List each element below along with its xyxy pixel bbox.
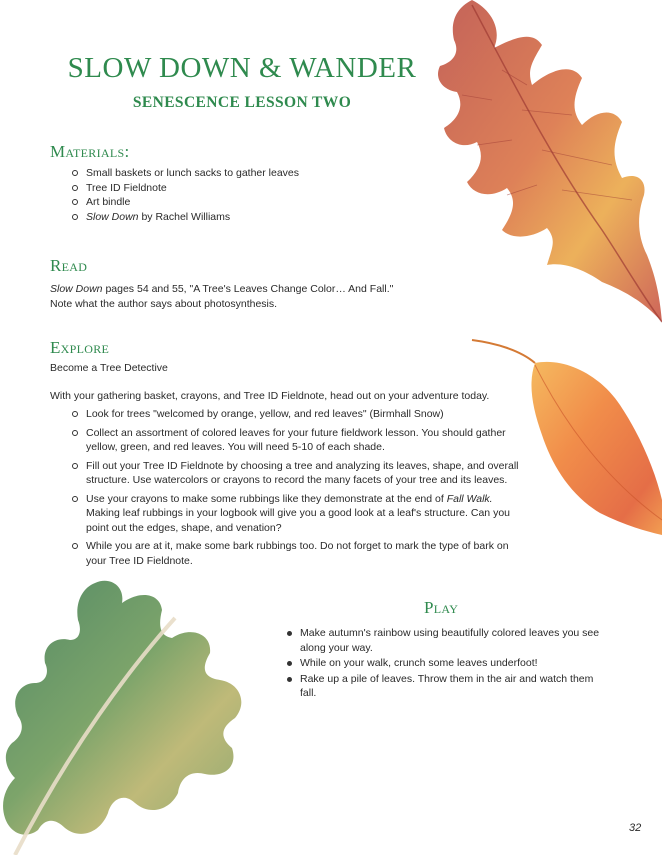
list-item: While on your walk, crunch some leaves underfoot! [284, 656, 604, 671]
read-text [50, 282, 490, 311]
read-line-2: Note what the author says about photosynthesis. [50, 297, 278, 310]
explore-subheading: Become a Tree Detective [50, 362, 168, 374]
list-item: Tree ID Fieldnote [70, 181, 350, 196]
explore-list [70, 407, 520, 572]
list-item: Make autumn's rainbow using beautifully colored leaves you see along your way. [284, 626, 604, 655]
list-item: Small baskets or lunch sacks to gather leaves [70, 166, 350, 181]
book-author: by Rachel Williams [138, 210, 231, 223]
explore-intro: With your gathering basket, crayons, and Tree ID Fieldnote, head out on your adventure today. [50, 390, 490, 402]
rubbing-text-post: Making leaf rubbings in your logbook will give you a good look at a leaf's structure. Can you point out the edges, shape, and venation? [86, 507, 510, 534]
read-line-1: pages 54 and 55, "A Tree's Leaves Change Color… And Fall." [102, 283, 394, 295]
materials-heading: Materials: [50, 142, 130, 161]
list-item: While you are at it, make some bark rubbings too. Do not forget to mark the type of bark on your Tree ID Fieldnote. [70, 539, 520, 568]
rubbing-text-pre: Use your crayons to make some rubbings like they demonstrate at the end of [86, 492, 447, 505]
read-heading: Read [50, 256, 88, 275]
play-heading: Play [424, 598, 459, 617]
list-item: Fill out your Tree ID Fieldnote by choosing a tree and analyzing its leaves, shape, and overall structure. Use watercolors or crayons to record the many facets of your tree and its leaves. [70, 459, 520, 488]
list-item: Rake up a pile of leaves. Throw them in the air and watch them fall. [284, 672, 604, 701]
book-title: Slow Down [86, 210, 139, 223]
book-title: Slow Down [50, 283, 103, 295]
page-subtitle: SENESCENCE LESSON TWO [132, 94, 352, 111]
page-title: SLOW DOWN & WANDER [67, 52, 417, 84]
list-item: Art bindle [70, 195, 350, 210]
play-list [284, 626, 604, 702]
list-item [70, 492, 520, 536]
page-number: 32 [629, 822, 642, 834]
materials-list [70, 166, 350, 224]
list-item: Collect an assortment of colored leaves for your future fieldwork lesson. You should gather yellow, green, and red leaves. You will need 5-10 of each shade. [70, 426, 520, 455]
book-title: Fall Walk. [446, 492, 493, 505]
explore-heading: Explore [50, 338, 110, 357]
green-oak-leaf-illustration [0, 578, 250, 855]
list-item [70, 210, 350, 225]
red-oak-leaf-illustration [432, 0, 662, 330]
list-item: Look for trees "welcomed by orange, yellow, and red leaves" (Birmhall Snow) [70, 407, 520, 422]
